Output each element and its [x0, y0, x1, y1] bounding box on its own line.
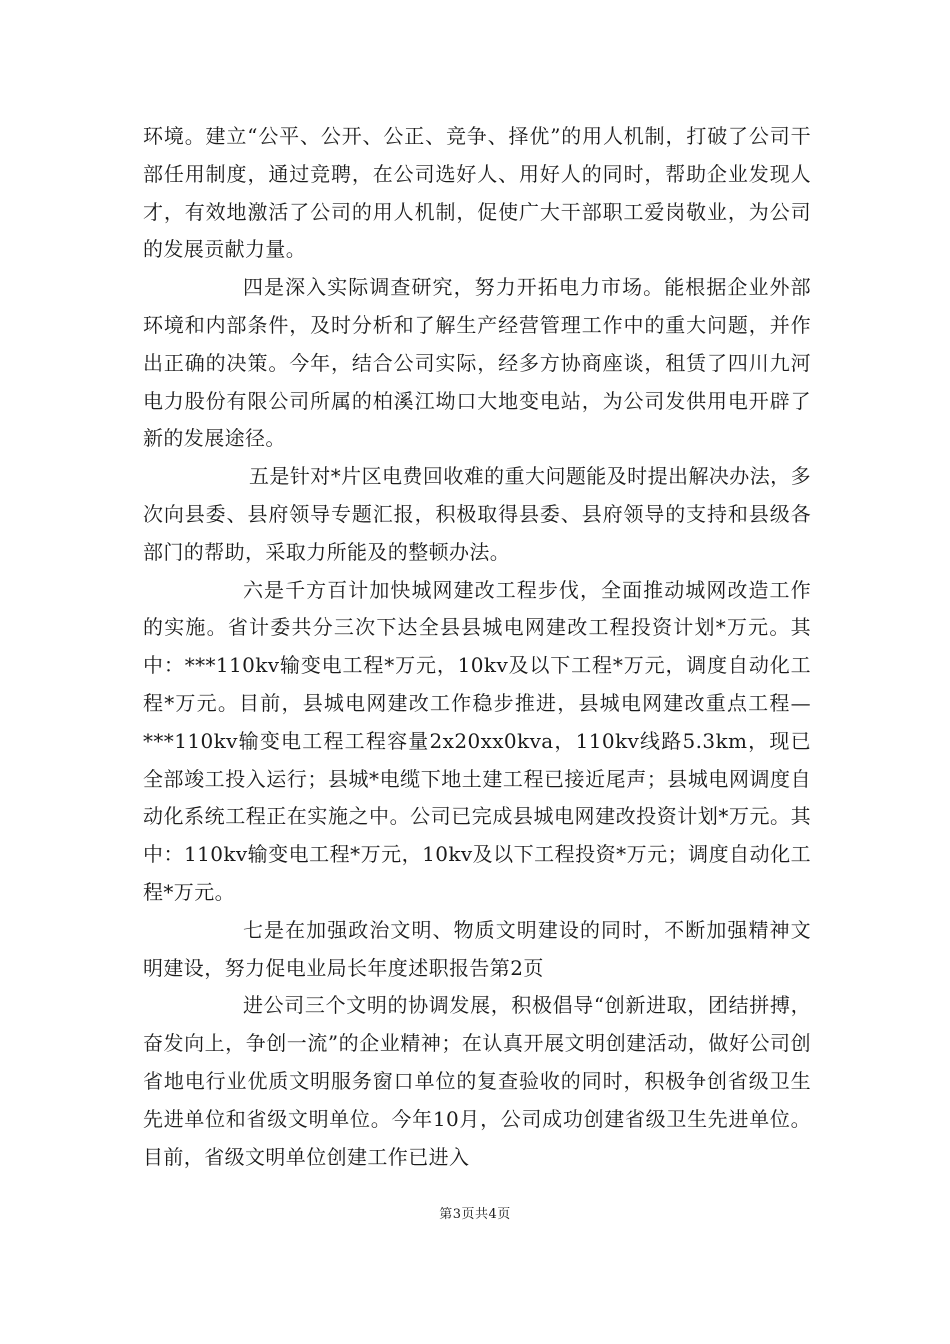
page-number-footer: 第3页共4页 [439, 1207, 511, 1222]
paragraph-item-5: 五是针对*片区电费回收难的重大问题能及时提出解决办法，多次向县委、县府领导专题汇报，积极取得县委、县府领导的支持和县级各部门的帮助，采取力所能及的整顿办法。 [143, 464, 811, 564]
paragraph-item-4: 四是深入实际调查研究，努力开拓电力市场。能根据企业外部环境和内部条件，及时分析和了解生产经营管理工作中的重大问题，并作出正确的决策。今年，结合公司实际，经多方协商座谈，租赁了四川九河电力股份有限公司所属的柏溪江坳口大地变电站，为公司发供用电开辟了新的发展途径。 [143, 275, 811, 451]
paragraph-item-7: 七是在加强政治文明、物质文明建设的同时，不断加强精神文明建设，努力促电业局长年度述职报告第2页 [143, 917, 811, 980]
paragraph-continuation: 环境。建立“公平、公开、公正、竞争、择优”的用人机制，打破了公司干部任用制度，通过竞聘，在公司选好人、用好人的同时，帮助企业发现人才，有效地激活了公司的用人机制，促使广大干部职工爱岗敬业，为公司的发展贡献力量。 [143, 124, 811, 262]
paragraph-item-6: 六是千方百计加快城网建改工程步伐，全面推动城网改造工作的实施。省计委共分三次下达全县县城电网建改工程投资计划*万元。其中：***110kv输变电工程*万元，10kv及以下工程*万元，调度自动化工程*万元。目前，县城电网建改工作稳步推进，县城电网建改重点工程—***110kv输变电工程工程容量2x20xx0kva，110kv线路5.3km，现已全部竣工投入运行；县城*电缆下地土建工程已接近尾声；县城电网调度自动化系统工程正在实施之中。公司已完成县城电网建改投资计划*万元。其中：110kv输变电工程*万元，10kv及以下工程投资*万元；调度自动化工程*万元。 [143, 577, 811, 904]
paragraph-item-7-continued: 进公司三个文明的协调发展，积极倡导“创新进取，团结拼搏，奋发向上，争创一流”的企业精神；在认真开展文明创建活动，做好公司创省地电行业优质文明服务窗口单位的复查验收的同时，积极争创省级卫生先进单位和省级文明单位。今年10月，公司成功创建省级卫生先进单位。目前，省级文明单位创建工作已进入 [143, 993, 811, 1169]
body-text [143, 118, 811, 1176]
